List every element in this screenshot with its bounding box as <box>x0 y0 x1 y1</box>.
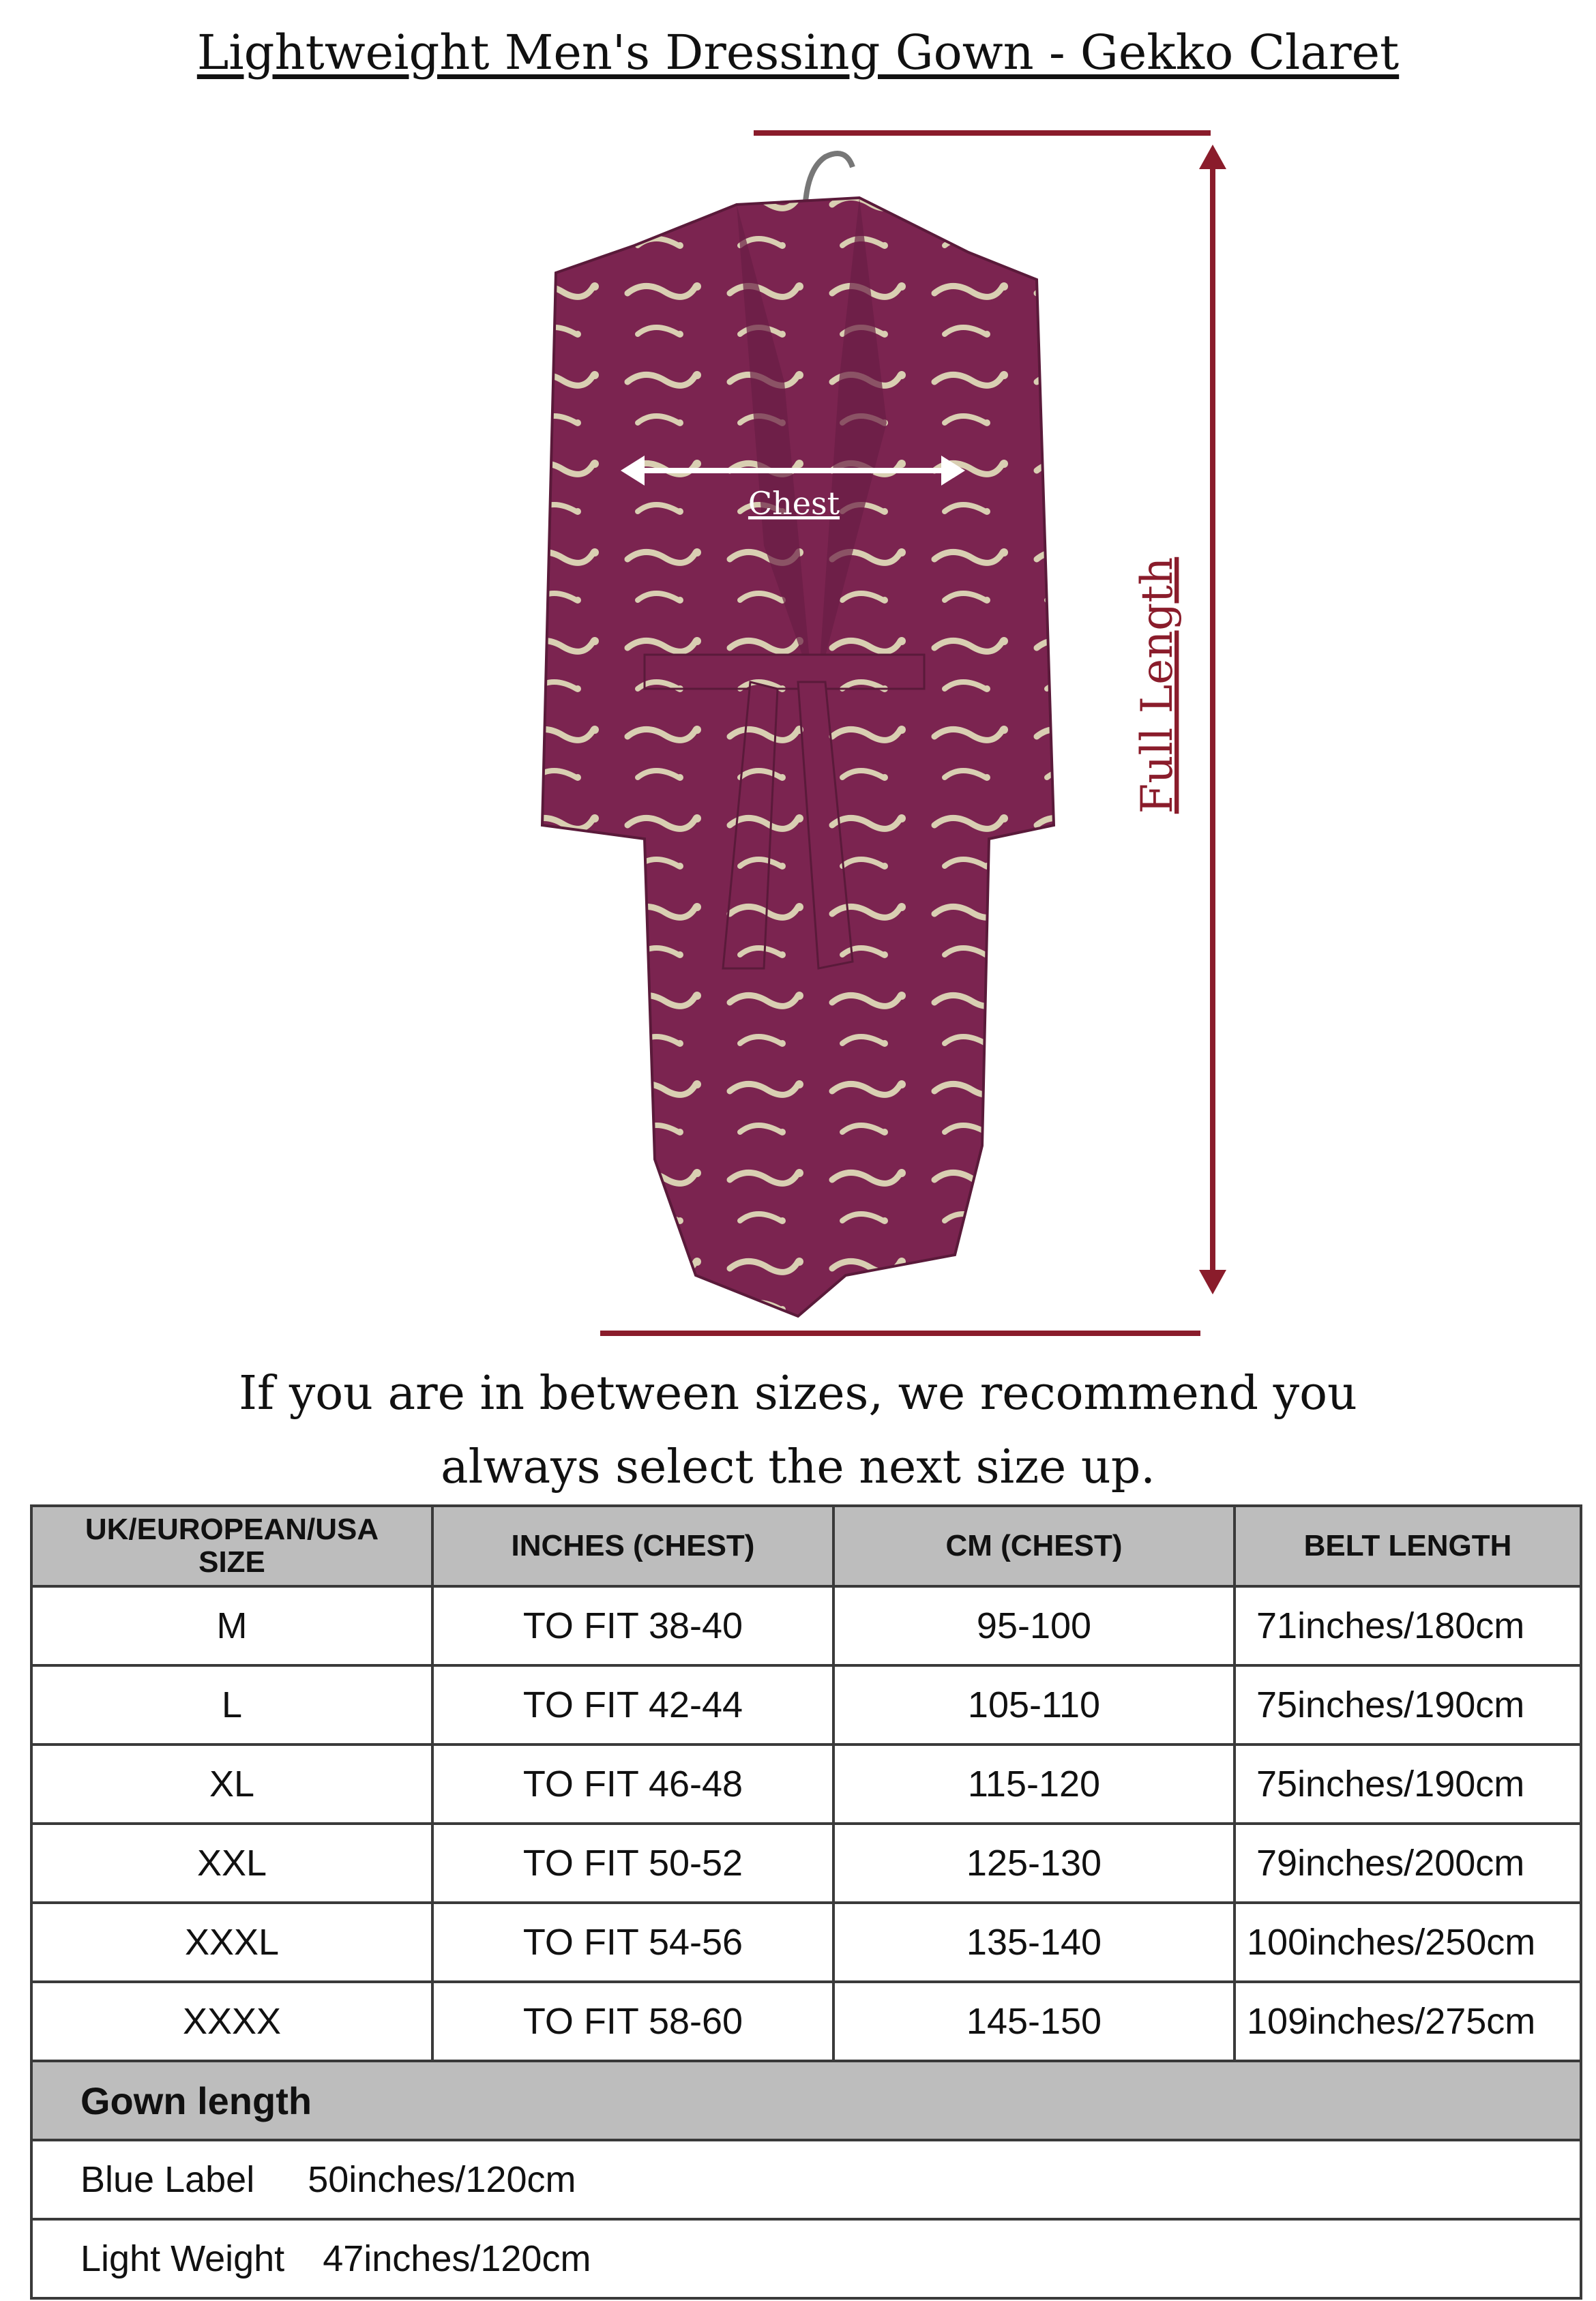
table-row <box>31 1745 1581 1824</box>
cm-cell: 145-150 <box>833 1982 1235 2061</box>
full-length-label: Full Length <box>1132 556 1183 814</box>
table-row <box>31 1586 1581 1665</box>
size-cell: XXXX <box>31 1982 432 2061</box>
size-chart-table <box>30 1504 1582 2300</box>
gown-length-section-row <box>31 2061 1581 2140</box>
cm-cell: 135-140 <box>833 1903 1235 1982</box>
header-inches-chest: INCHES (CHEST) <box>432 1506 833 1586</box>
header-belt-length: BELT LENGTH <box>1235 1506 1581 1586</box>
table-row <box>31 1903 1581 1982</box>
cm-cell: 125-130 <box>833 1824 1235 1903</box>
size-cell: L <box>31 1665 432 1745</box>
header-size: UK/EUROPEAN/USA SIZE <box>31 1506 432 1586</box>
gown-length-label: Light Weight <box>80 2238 285 2279</box>
size-cell: M <box>31 1586 432 1665</box>
gown-length-heading: Gown length <box>31 2061 1581 2140</box>
inches-cell: TO FIT 54-56 <box>432 1903 833 1982</box>
gown-measurement-figure <box>0 116 1596 1350</box>
gown-length-row <box>31 2219 1581 2298</box>
table-header-row <box>31 1506 1581 1586</box>
belt-cell: 79inches/200cm <box>1235 1824 1581 1903</box>
gown-body <box>542 198 1054 1316</box>
sizing-advice-line-1: If you are in between sizes, we recommend you <box>239 1367 1357 1421</box>
cm-cell: 115-120 <box>833 1745 1235 1824</box>
cm-cell: 105-110 <box>833 1665 1235 1745</box>
page-title: Lightweight Men's Dressing Gown - Gekko Claret <box>196 25 1400 80</box>
gown-length-value: 50inches/120cm <box>308 2159 576 2200</box>
size-cell: XL <box>31 1745 432 1824</box>
sizing-advice <box>0 1357 1596 1504</box>
belt-cell: 75inches/190cm <box>1235 1745 1581 1824</box>
cm-cell: 95-100 <box>833 1586 1235 1665</box>
size-cell: XXL <box>31 1824 432 1903</box>
gown-length-value: 47inches/120cm <box>323 2238 591 2279</box>
inches-cell: TO FIT 58-60 <box>432 1982 833 2061</box>
chest-label: Chest <box>748 485 840 522</box>
inches-cell: TO FIT 38-40 <box>432 1586 833 1665</box>
belt-cell: 109inches/275cm <box>1235 1982 1581 2061</box>
table-row <box>31 1665 1581 1745</box>
inches-cell: TO FIT 42-44 <box>432 1665 833 1745</box>
gown-length-label: Blue Label <box>80 2159 255 2200</box>
belt-cell: 100inches/250cm <box>1235 1903 1581 1982</box>
belt-cell: 71inches/180cm <box>1235 1586 1581 1665</box>
full-length-arrow <box>1199 145 1226 1294</box>
size-cell: XXXL <box>31 1903 432 1982</box>
gown-belt <box>645 655 924 689</box>
gown-length-row <box>31 2140 1581 2219</box>
header-cm-chest: CM (CHEST) <box>833 1506 1235 1586</box>
sizing-advice-line-2: always select the next size up. <box>441 1440 1155 1494</box>
inches-cell: TO FIT 46-48 <box>432 1745 833 1824</box>
table-row <box>31 1824 1581 1903</box>
table-row <box>31 1982 1581 2061</box>
inches-cell: TO FIT 50-52 <box>432 1824 833 1903</box>
belt-cell: 75inches/190cm <box>1235 1665 1581 1745</box>
